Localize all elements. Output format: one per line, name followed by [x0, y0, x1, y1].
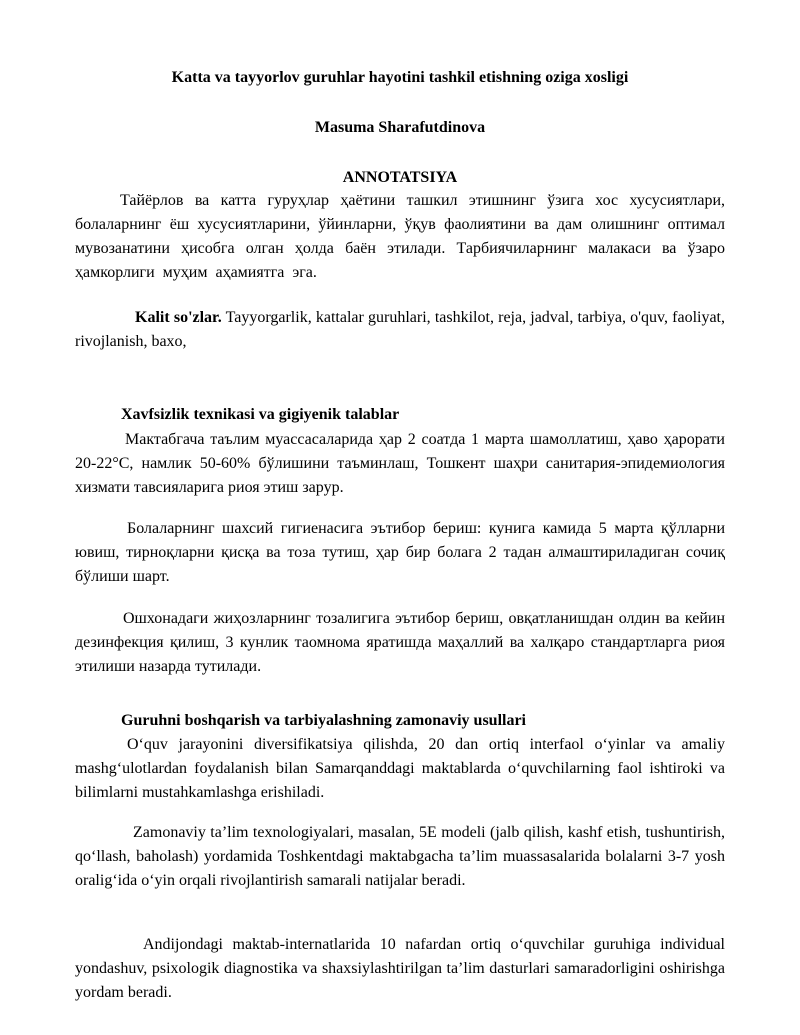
- section-heading-methods: Guruhni boshqarish va tarbiyalashning zamonaviy usullari: [121, 712, 526, 729]
- author-name: Masuma Sharafutdinova: [314, 119, 486, 136]
- abstract-heading: ANNOTATSIYA: [342, 169, 458, 186]
- section-paragraph: Zamonaviy ta’lim texnologiyalari, masalan, 5E modeli (jalb qilish, kashf etish, tushuntirish, qo‘llash, baholash) yordamida Toshkentdagi maktabgacha ta’lim muassasalarida bolalarni 3-7 yosh oralig‘ida o‘yin orqali rivojlantirish samarali natijalar beradi.: [75, 824, 725, 889]
- section-paragraph: Болаларнинг шахсий гигиенасига эътибор бериш: кунига камида 5 марта қўлларни ювиш, тирноқларни қисқа ва тоза тутиш, ҳар бир болага 2 тадан алмаштириладиган сочиқ бўлиши шарт.: [75, 520, 725, 585]
- section-heading-safety: Xavfsizlik texnikasi va gigiyenik talablar: [121, 406, 400, 423]
- section-paragraph: Мактабгача таълим муассасаларида ҳар 2 соатда 1 марта шамоллатиш, ҳаво ҳарорати 20-22°C, намлик 50-60% бўлишини таъминлаш, Тошкент шаҳри санитария-эпидемиология хизмати тавсияларига риоя этиш зарур.: [75, 431, 725, 496]
- abstract-paragraph: Тайёрлов ва катта гуруҳлар ҳаётини ташкил этишнинг ўзига хос хусусиятлари, болаларнинг ёш хусусиятларини, ўйинларни, ўқув фаолиятини ва дам олишнинг оптимал мувозанатини ҳисобга олган ҳолда баён этилади. Тарбиячиларнинг малакаси ва ўзаро ҳамкорлиги муҳим аҳамиятга эга.: [75, 192, 725, 281]
- document-title: Katta va tayyorlov guruhlar hayotini tashkil etishning oziga xosligi: [171, 69, 629, 86]
- section-paragraph: Andijondagi maktab-internatlarida 10 nafardan ortiq o‘quvchilar guruhiga individual yondashuv, psixologik diagnostika va shaxsiylashtirilgan ta’lim dasturlari samaradorligini oshirishga yordam beradi.: [75, 936, 725, 1001]
- keywords-text: Tayyorgarlik, kattalar guruhlari, tashkilot, reja, jadval, tarbiya, o'quv, faoliyat, rivojlanish, baxo,: [75, 309, 725, 350]
- keywords-paragraph: [75, 306, 725, 354]
- keywords-label: Kalit so'zlar.: [135, 309, 222, 326]
- section-paragraph: O‘quv jarayonini diversifikatsiya qilishda, 20 dan ortiq interfaol o‘yinlar va amaliy mashg‘ulotlardan foydalanish bilan Samarqanddagi maktablarda o‘quvchilarning faol ishtiroki va bilimlarni mustahkamlashga erishiladi.: [75, 736, 725, 801]
- section-paragraph: Ошхонадаги жиҳозларнинг тозалигига эътибор бериш, овқатланишдан олдин ва кейин дезинфекция қилиш, 3 кунлик таомнома яратишда маҳаллий ва халқаро стандартларга риоя этилиши назарда тутилади.: [75, 610, 725, 675]
